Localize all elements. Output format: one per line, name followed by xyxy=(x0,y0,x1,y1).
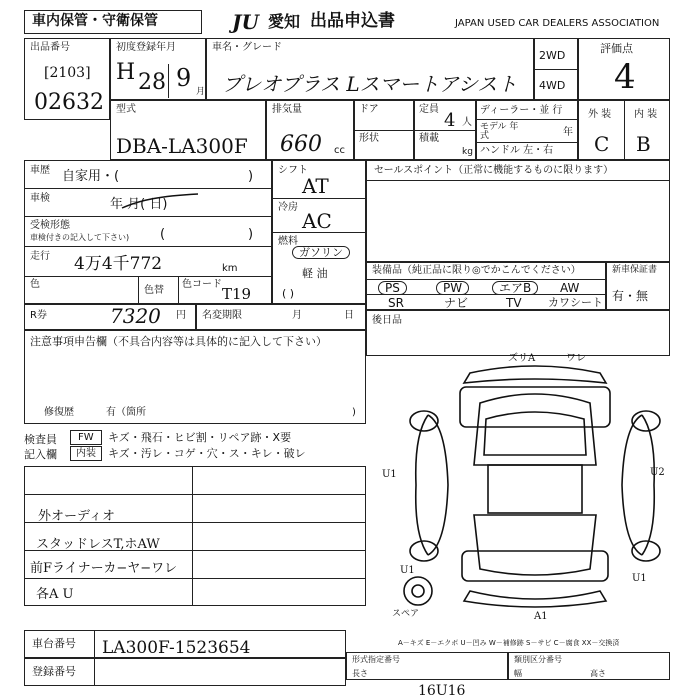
equip-aw: AW xyxy=(560,281,580,295)
fuel-gasoline xyxy=(292,246,350,259)
warranty-value: 有・無 xyxy=(612,289,649,303)
note-line-1: 外オーディオ xyxy=(38,509,115,524)
rating-value: 4 xyxy=(614,57,636,97)
model-grade-label: 車名・グレード xyxy=(212,42,282,53)
shift-divider xyxy=(272,198,366,199)
diagram-label-ware: ワレ xyxy=(566,353,586,364)
width-label: 幅 xyxy=(514,669,522,678)
recycle-unit: 円 xyxy=(176,310,186,321)
fw-tag: FW xyxy=(78,432,94,443)
note-line-3: 前Fライナーカ−ヤ−ワレ xyxy=(30,561,178,576)
reg-year: 28 xyxy=(138,70,166,95)
shift-label: シフト xyxy=(278,165,308,176)
equip-airbag xyxy=(492,281,538,295)
rating-label: 評価点 xyxy=(600,42,633,55)
color-code: T19 xyxy=(222,285,252,303)
load-unit: kg xyxy=(462,147,473,157)
drive-2wd: 2WD xyxy=(539,49,566,62)
warranty-label: 新車保証書 xyxy=(612,265,658,275)
category-label: 車歴 xyxy=(30,165,50,176)
int-items: キズ・汚レ・コゲ・穴・ス・キレ・破レ xyxy=(108,447,306,460)
ju-logo xyxy=(232,10,259,34)
color-divider-2 xyxy=(178,276,179,304)
model-year-unit: 年 xyxy=(563,127,573,138)
fuel-label: 燃料 xyxy=(278,236,298,247)
chassis-label: 車台番号 xyxy=(32,637,76,650)
diagram-label-bottom-a: A1 xyxy=(534,611,548,622)
shape-label: 形状 xyxy=(359,133,379,144)
reception-close: ) xyxy=(248,227,254,242)
lot-code: [2103] xyxy=(44,65,91,81)
lot-no-label: 出品番号 xyxy=(30,42,70,53)
doors-label: ドア xyxy=(359,104,379,115)
type-cert-label: 形式指定番号 xyxy=(352,655,400,664)
diagram-label-left: U1 xyxy=(382,469,397,480)
equip-ps xyxy=(378,281,407,295)
notes-label: 注意事項申告欄（不具合内容等は具体的に記入して下さい） xyxy=(30,335,327,348)
interior-value: B xyxy=(636,132,651,156)
category-value: 自家用・( xyxy=(62,169,120,184)
association-name: JAPAN USED CAR DEALERS ASSOCIATION xyxy=(455,18,660,29)
handle-text: ハンドル 左・右 xyxy=(480,145,554,156)
mileage-value: 4万4千772 xyxy=(74,254,163,274)
category-close: ) xyxy=(248,169,254,184)
inspector-label-b: 記入欄 xyxy=(24,448,57,461)
deadline-label: 名変期限 xyxy=(202,310,242,321)
reception-label: 受検形態 xyxy=(30,220,70,231)
vehicle-row-3 xyxy=(24,246,272,247)
first-reg-label: 初度登録年月 xyxy=(116,42,176,53)
exterior-label: 外 装 xyxy=(588,109,612,120)
diagram-label-bottom-left: U1 xyxy=(400,565,415,576)
drive-4wd: 4WD xyxy=(539,79,566,92)
interior-label: 内 装 xyxy=(634,109,658,120)
ac-divider xyxy=(272,232,366,233)
diagram-label-right: U2 xyxy=(650,467,665,478)
rear-items-box xyxy=(366,310,670,356)
type-label: 型式 xyxy=(116,104,136,115)
vehicle-row-2 xyxy=(24,216,272,217)
displacement-value: 660 xyxy=(280,132,322,157)
reception-paren: ( xyxy=(160,227,166,242)
model-year-label: モデル 年式 xyxy=(480,122,519,141)
shift-value: AT xyxy=(302,174,329,198)
color-code-label: 色コード xyxy=(182,279,222,290)
registration-label: 登録番号 xyxy=(32,665,76,678)
equip-pw-text: PW xyxy=(436,281,469,295)
reception-note: 車検付きの記入して下さい) xyxy=(30,233,130,242)
model-grade: プレオプラス Lスマートアシスト xyxy=(222,72,518,96)
equipment-label: 装備品（純正品に限り◎でかこんでください） xyxy=(372,265,581,276)
fuel-other: ( ) xyxy=(282,287,295,300)
chassis-number: LA300F-1523654 xyxy=(102,638,251,658)
color-label: 色 xyxy=(30,279,40,290)
bottom-scribble: 16U16 xyxy=(418,683,466,699)
capacity-unit: 人 xyxy=(462,117,472,128)
car-damage-diagram xyxy=(400,355,670,617)
condition-divider xyxy=(624,100,625,160)
inspection-strike xyxy=(120,192,200,212)
notes-grid-col xyxy=(192,466,193,606)
equip-ps-text: PS xyxy=(378,281,407,295)
repair-label: 修復歴 xyxy=(44,407,74,418)
storage-tag: 車内保管・守衛保管 xyxy=(32,13,158,29)
dealer-divider xyxy=(476,119,578,120)
displacement-label: 排気量 xyxy=(272,104,302,115)
displacement-unit: cc xyxy=(334,145,345,156)
recycle-label: R券 xyxy=(30,310,47,321)
deadline-day: 日 xyxy=(344,310,354,321)
length-label: 長さ xyxy=(352,669,368,678)
recycle-amount: 7320 xyxy=(110,304,161,328)
vehicle-row-1 xyxy=(24,188,272,189)
month-unit: 月 xyxy=(196,87,206,97)
notes-grid-row-4 xyxy=(24,578,366,579)
note-line-4: 各A U xyxy=(36,587,74,602)
repair-value: 有（箇所 xyxy=(106,407,146,418)
repaint-label: 色替 xyxy=(144,285,164,296)
type-code: DBA-LA300F xyxy=(116,134,248,158)
equip-kawa: カワシート xyxy=(548,296,603,309)
deadline-month: 月 xyxy=(292,310,302,321)
load-label: 積載 xyxy=(419,133,439,144)
capacity-divider xyxy=(414,130,476,131)
equip-pw xyxy=(436,281,469,295)
diagram-spare-label: スペア xyxy=(392,609,420,619)
lot-number: 02632 xyxy=(34,90,104,115)
dealer-divider-2 xyxy=(476,142,578,143)
equip-navi: ナビ xyxy=(444,296,469,310)
vehicle-row-4 xyxy=(24,276,272,277)
notes-grid xyxy=(24,466,366,606)
diagram-label-zuria: ズリA xyxy=(508,353,536,364)
inspector-label-a: 検査員 xyxy=(24,433,57,446)
rear-items-label: 後日品 xyxy=(372,315,402,326)
fw-items: キズ・飛石・ヒビ割・リペア跡・X要 xyxy=(108,431,292,444)
ac-value: AC xyxy=(302,209,332,233)
diagram-legend: A－キズ E－エクボ U－凹み W－補修跡 S－サビ C－腐食 XX－交換済 xyxy=(398,639,620,647)
mileage-unit: km xyxy=(222,263,238,274)
dealer-text: ディーラー・並 行 xyxy=(480,105,563,116)
inspection-template: 年 月( 日) xyxy=(110,197,168,212)
drive-divider xyxy=(534,69,578,70)
equip-airbag-text: エアB xyxy=(492,281,538,295)
form-title: 出品申込書 xyxy=(310,11,395,31)
notes-grid-row-1 xyxy=(24,494,366,495)
reg-month: 9 xyxy=(176,64,192,92)
capacity-value: 4 xyxy=(444,110,456,131)
color-divider xyxy=(138,276,139,304)
class-label: 類別区分番号 xyxy=(514,655,562,664)
mileage-label: 走行 xyxy=(30,251,50,262)
ac-label: 冷房 xyxy=(278,202,298,213)
year-prefix: H xyxy=(116,60,136,85)
int-tag: 内装 xyxy=(76,448,96,459)
fuel-diesel: 軽 油 xyxy=(302,267,328,280)
doors-divider xyxy=(354,130,414,131)
note-line-2: スタッドレスT,ホAW xyxy=(36,537,160,552)
logo-prefecture: 愛知 xyxy=(268,12,301,31)
sales-line-1 xyxy=(366,180,670,181)
inspection-label: 車検 xyxy=(30,193,50,204)
diagram-label-bottom-right: U1 xyxy=(632,573,647,584)
repair-close: ) xyxy=(352,407,356,418)
equipment-divider xyxy=(366,279,606,280)
equip-tv: TV xyxy=(506,296,522,310)
logo-mark: JU xyxy=(232,10,259,34)
fuel-gasoline-circle: ガソリン xyxy=(292,246,350,259)
exterior-value: C xyxy=(594,132,610,156)
capacity-label: 定員 xyxy=(419,104,439,115)
year-divider xyxy=(168,64,169,98)
equip-sr: SR xyxy=(388,296,404,310)
height-label: 高さ xyxy=(590,669,606,678)
sales-point-label: セールスポイント（正常に機能するものに限ります） xyxy=(374,165,614,176)
